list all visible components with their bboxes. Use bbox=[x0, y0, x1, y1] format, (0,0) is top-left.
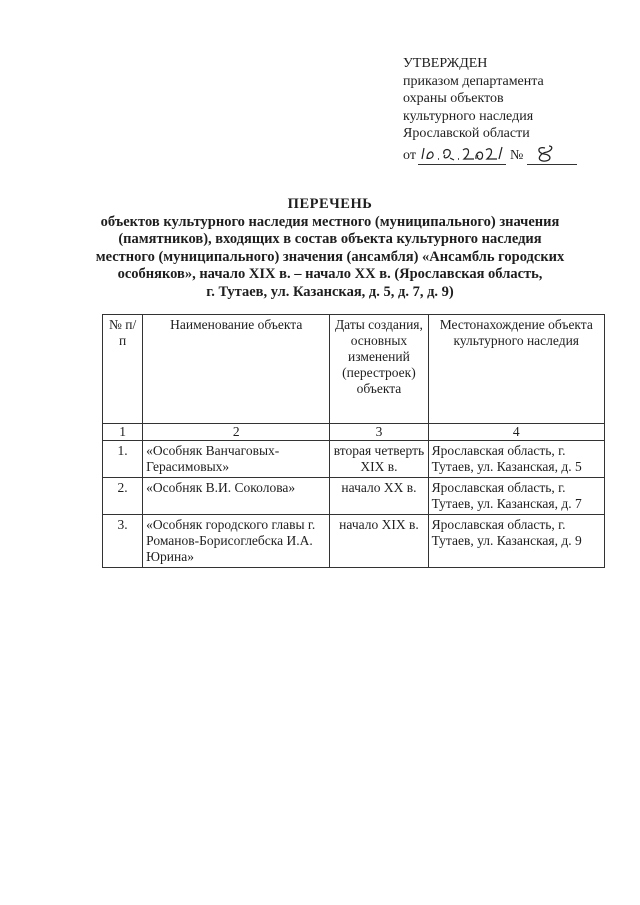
table-row bbox=[103, 515, 605, 568]
object-date: вторая четверть XIX в. bbox=[330, 441, 428, 478]
table-header-row bbox=[103, 315, 605, 424]
title-line-2: (памятников), входящих в состав объекта культурного наследия bbox=[118, 231, 542, 247]
approval-region-line: Ярославской области bbox=[403, 126, 530, 141]
column-number-row bbox=[103, 424, 605, 441]
object-name: «Особняк В.И. Соколова» bbox=[143, 478, 330, 515]
approval-heritage-line: культурного наследия bbox=[403, 108, 534, 124]
row-number: 2. bbox=[103, 478, 143, 515]
object-name: «Особняк городского главы г. Романов-Борисоглебска И.А. Юрина» bbox=[143, 515, 330, 568]
approval-status: УТВЕРЖДЕН bbox=[403, 56, 488, 71]
title-line-3: местного (муниципального) значения (ансамбля) «Ансамбль городских bbox=[95, 248, 565, 265]
object-name: «Особняк Ванчаговых-Герасимовых» bbox=[143, 441, 330, 478]
title-line-4: особняков», начало XIX в. – начало XX в. (Ярославская область, bbox=[117, 266, 543, 282]
date-prefix: от bbox=[403, 148, 416, 163]
table-row bbox=[103, 441, 605, 478]
object-date: начало XIX в. bbox=[330, 515, 428, 568]
object-location: Ярославская область, г. Тутаев, ул. Казанская, д. 9 bbox=[428, 515, 604, 568]
document-title bbox=[60, 196, 600, 301]
approval-block bbox=[403, 55, 623, 165]
order-date-number bbox=[403, 143, 623, 165]
header-dates: Даты создания, основных изменений (перестроек) объекта bbox=[330, 315, 428, 424]
object-location: Ярославская область, г. Тутаев, ул. Казанская, д. 5 bbox=[428, 441, 604, 478]
column-number: 3 bbox=[330, 424, 428, 441]
object-date: начало XX в. bbox=[330, 478, 428, 515]
table-row bbox=[103, 478, 605, 515]
handwritten-number bbox=[527, 144, 577, 165]
approval-department-line: охраны объектов bbox=[403, 91, 504, 106]
number-label: № bbox=[509, 148, 524, 163]
column-number: 1 bbox=[103, 424, 143, 441]
header-location: Местонахождение объекта культурного наследия bbox=[428, 315, 604, 424]
handwritten-number-mark bbox=[527, 144, 577, 164]
header-name: Наименование объекта bbox=[143, 315, 330, 424]
title-line-1: объектов культурного наследия местного (муниципального) значения bbox=[100, 213, 560, 230]
handwritten-date bbox=[418, 144, 506, 165]
handwritten-date-mark bbox=[418, 144, 506, 164]
approval-order-line: приказом департамента bbox=[403, 73, 544, 89]
row-number: 1. bbox=[103, 441, 143, 478]
title-line-5: г. Тутаев, ул. Казанская, д. 5, д. 7, д. 9) bbox=[206, 283, 454, 300]
row-number: 3. bbox=[103, 515, 143, 568]
column-number: 2 bbox=[143, 424, 330, 441]
objects-table bbox=[102, 314, 605, 568]
title-heading: ПЕРЕЧЕНЬ bbox=[287, 196, 373, 212]
object-location: Ярославская область, г. Тутаев, ул. Казанская, д. 7 bbox=[428, 478, 604, 515]
column-number: 4 bbox=[428, 424, 604, 441]
header-number: № п/п bbox=[103, 315, 143, 424]
